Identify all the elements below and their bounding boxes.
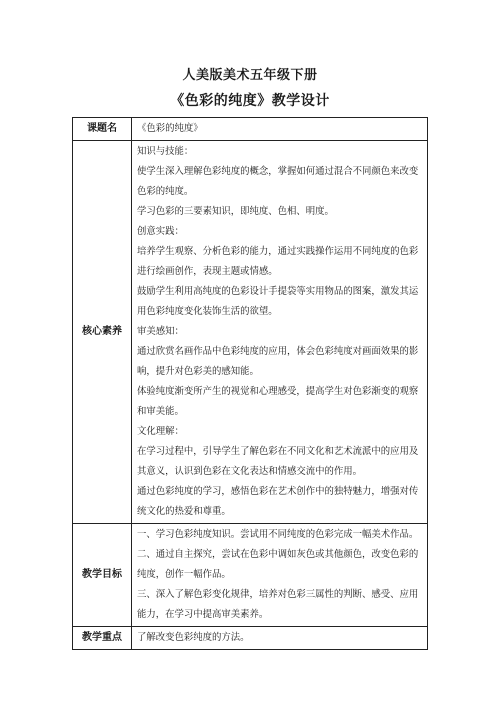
row-content-teaching-focus: [132, 627, 428, 650]
row-label-topic: 课题名: [73, 118, 132, 141]
document-title: 人美版美术五年级下册: [182, 68, 318, 83]
content-line: 创意实践：: [137, 226, 184, 237]
document-subtitle: 《色彩的纯度》教学设计: [170, 93, 330, 109]
content-line: 通过色彩纯度的学习，感悟色彩在艺术创作中的独特魅力，增强对传统文化的热爱和尊重。: [137, 486, 419, 517]
content-line: 一、学习色彩纯度知识。尝试用不同纯度的色彩完成一幅美术作品。: [137, 529, 419, 540]
table-row-topic: [73, 118, 428, 141]
content-line: 鼓励学生利用高纯度的色彩设计手提袋等实用物品的图案，激发其运用色彩纯度变化装饰生活的欲望。: [137, 286, 419, 317]
content-line: 知识与技能：: [137, 146, 194, 157]
content-line: 体验纯度渐变所产生的视觉和心理感受，提高学生对色彩渐变的观察和审美能。: [137, 386, 419, 417]
content-line: 通过欣赏名画作品中色彩纯度的应用，体会色彩纯度对画面效果的影响，提升对色彩美的感知能。: [137, 346, 419, 377]
content-line: 在学习过程中，引导学生了解色彩在不同文化和艺术流派中的应用及其意义，认识到色彩在文化表达和情感交流中的作用。: [137, 446, 419, 477]
row-content-core-literacy: [132, 141, 428, 524]
lesson-design-table: [72, 117, 428, 650]
content-line: 文化理解：: [137, 426, 184, 437]
content-line: 了解改变色彩纯度的方法。: [137, 632, 250, 643]
table-row-teaching-goals: [73, 524, 428, 627]
content-line: 审美感知：: [137, 326, 184, 337]
content-line: 二、通过自主探究，尝试在色彩中调如灰色或其他颜色，改变色彩的纯度，创作一幅作品。: [137, 549, 419, 580]
row-label-teaching-goals: 教学目标: [73, 524, 132, 627]
table-row-core-literacy: [73, 141, 428, 524]
row-content-topic: [132, 118, 428, 141]
content-line: 培养学生观察、分析色彩的能力，通过实践操作运用不同纯度的色彩进行绘画创作，表现主题或情感。: [137, 246, 419, 277]
content-line: 《色彩的纯度》: [137, 123, 203, 134]
table-row-teaching-focus: [73, 627, 428, 650]
content-line: 使学生深入理解色彩纯度的概念，掌握如何通过混合不同颜色来改变色彩的纯度。: [137, 166, 419, 197]
row-content-teaching-goals: [132, 524, 428, 627]
row-label-core-literacy: 核心素养: [73, 141, 132, 524]
content-line: 三、深入了解色彩变化规律，培养对色彩三属性的判断、感受、应用能力，在学习中提高审美素养。: [137, 589, 419, 620]
content-line: 学习色彩的三要素知识，即纯度、色相、明度。: [137, 206, 334, 217]
row-label-teaching-focus: 教学重点: [73, 627, 132, 650]
